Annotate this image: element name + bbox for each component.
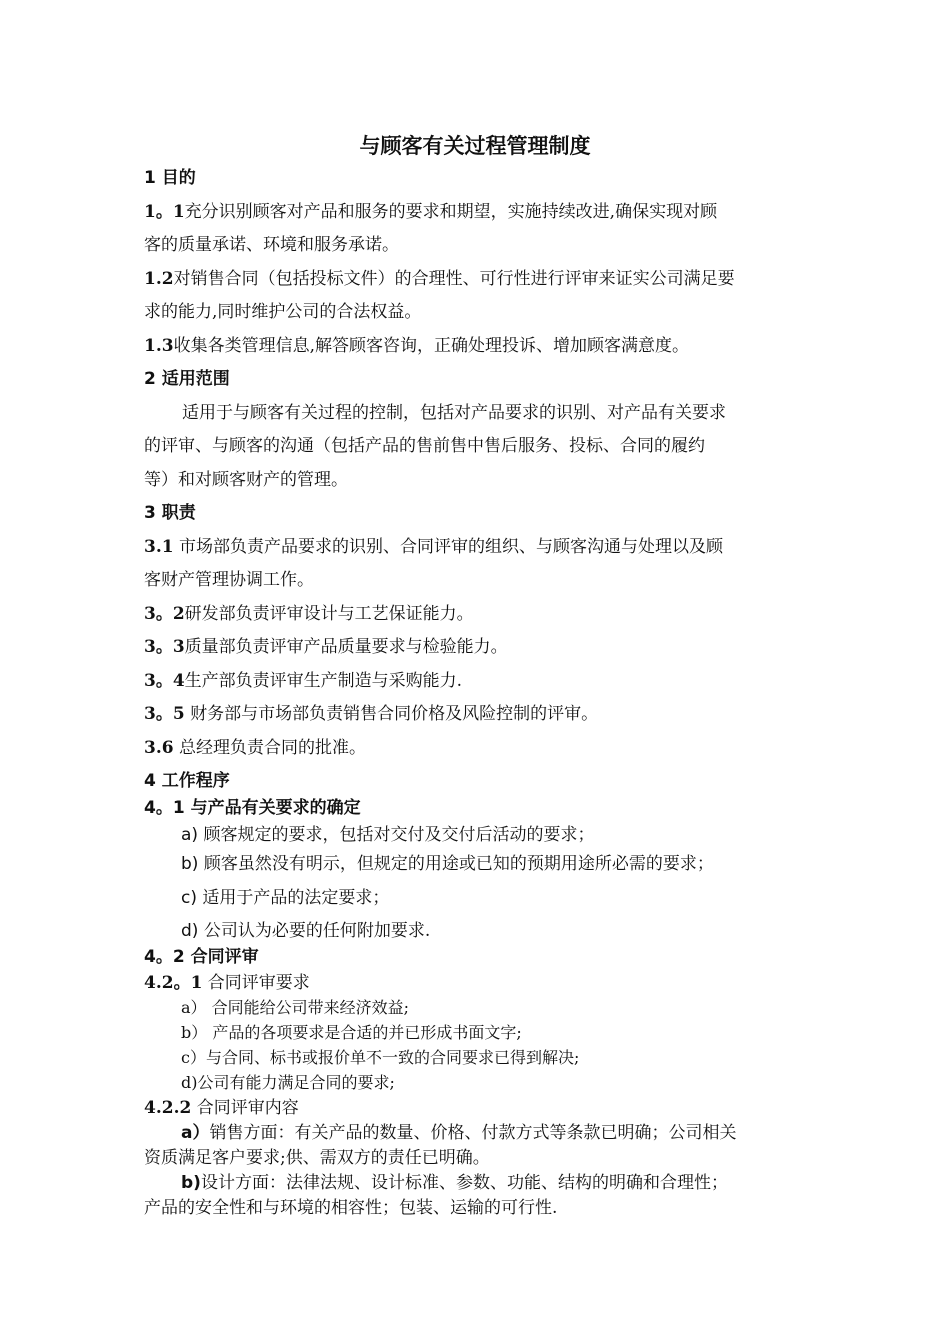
document-title: 与顾客有关过程管理制度 — [359, 134, 591, 158]
list-text: 顾客规定的要求，包括对交付及交付后活动的要求； — [203, 825, 595, 845]
scope-line-1: 适用于与顾客有关过程的控制，包括对产品要求的识别、对产品有关要求 — [182, 403, 726, 423]
subsection-4-2-heading: 4。2 合同评审 — [144, 947, 259, 967]
review-content-a — [181, 1122, 736, 1144]
review-requirement-a: a） 合同能给公司带来经济效益; — [181, 998, 410, 1017]
duty-text: 总经理负责合同的批准。 — [173, 738, 366, 758]
list-label: c) — [181, 888, 197, 908]
heading-text: 合同评审内容 — [191, 1098, 299, 1118]
list-label: b) — [181, 854, 199, 874]
duty-3-3 — [144, 636, 508, 658]
item-number: 3。5 — [144, 704, 185, 724]
review-content-b — [181, 1172, 728, 1194]
duty-text: 质量部负责评审产品质量要求与检验能力。 — [184, 637, 508, 657]
duty-text: 市场部负责产品要求的识别、合同评审的组织、与顾客沟通与处理以及顾 — [173, 537, 723, 557]
item-number: 3.6 — [144, 738, 174, 758]
duty-3-4 — [144, 670, 462, 692]
scope-line-3: 等）和对顾客财产的管理。 — [144, 470, 348, 490]
requirement-b — [181, 853, 714, 875]
review-requirement-c: c）与合同、标书或报价单不一致的合同要求已得到解决; — [181, 1048, 580, 1067]
paragraph-text: 收集各类管理信息,解答顾客咨询，正确处理投诉、增加顾客满意度。 — [173, 336, 689, 356]
review-requirement-b: b） 产品的各项要求是合适的并已形成书面文字; — [181, 1023, 522, 1042]
list-label: a） — [181, 1123, 210, 1143]
duty-text: 财务部与市场部负责销售合同价格及风险控制的评审。 — [184, 704, 599, 724]
item-number: 4.2.2 — [144, 1098, 192, 1118]
item-number: 3。4 — [144, 671, 185, 691]
duty-3-6 — [144, 737, 366, 759]
section-2-heading: 2 适用范围 — [144, 369, 230, 389]
item-number: 1。1 — [144, 202, 185, 222]
item-number: 1.2 — [144, 269, 174, 289]
section-4-heading: 4 工作程序 — [144, 771, 230, 791]
paragraph-1-1-cont: 客的质量承诺、环境和服务承诺。 — [144, 235, 399, 255]
item-number: 1.3 — [144, 336, 174, 356]
subsection-4-2-2-heading — [144, 1097, 299, 1119]
item-number: 4.2。1 — [144, 973, 203, 993]
paragraph-text: 充分识别顾客对产品和服务的要求和期望，实施持续改进,确保实现对顾 — [184, 202, 718, 222]
section-3-heading: 3 职责 — [144, 503, 196, 523]
requirement-c — [181, 887, 389, 909]
section-1-heading: 1 目的 — [144, 168, 196, 188]
list-text: 顾客虽然没有明示，但规定的用途或已知的预期用途所必需的要求； — [203, 854, 714, 874]
review-requirement-d: d)公司有能力满足合同的要求; — [181, 1073, 395, 1092]
paragraph-1-3 — [144, 335, 689, 357]
duty-3-1 — [144, 536, 723, 558]
scope-line-2: 的评审、与顾客的沟通（包括产品的售前售中售后服务、投标、合同的履约 — [144, 436, 705, 456]
review-content-b-cont: 产品的安全性和与环境的相容性；包装、运输的可行性. — [144, 1198, 558, 1218]
requirement-d — [181, 920, 430, 942]
subsection-4-1-heading: 4。1 与产品有关要求的确定 — [144, 798, 361, 818]
list-text: 公司认为必要的任何附加要求. — [203, 921, 431, 941]
subsection-4-2-1-heading — [144, 972, 310, 994]
duty-text: 生产部负责评审生产制造与采购能力. — [184, 671, 463, 691]
heading-text: 合同评审要求 — [202, 973, 310, 993]
item-number: 3。2 — [144, 604, 185, 624]
list-label: b) — [181, 1173, 201, 1193]
list-text: 设计方面：法律法规、设计标准、参数、功能、结构的明确和合理性； — [200, 1173, 728, 1193]
item-number: 3.1 — [144, 537, 174, 557]
review-content-a-cont: 资质满足客户要求;供、需双方的责任已明确。 — [144, 1148, 490, 1168]
duty-3-5 — [144, 703, 598, 725]
list-label: a) — [181, 825, 199, 845]
paragraph-text: 对销售合同（包括投标文件）的合理性、可行性进行评审来证实公司满足要 — [173, 269, 735, 289]
list-text: 适用于产品的法定要求； — [202, 888, 390, 908]
paragraph-1-1 — [144, 201, 717, 223]
duty-3-1-cont: 客财产管理协调工作。 — [144, 570, 314, 590]
list-text: 销售方面：有关产品的数量、价格、付款方式等条款已明确；公司相关 — [209, 1123, 737, 1143]
item-number: 3。3 — [144, 637, 185, 657]
list-label: d) — [181, 921, 199, 941]
duty-text: 研发部负责评审设计与工艺保证能力。 — [184, 604, 474, 624]
requirement-a — [181, 824, 594, 846]
paragraph-1-2 — [144, 268, 735, 290]
duty-3-2 — [144, 603, 474, 625]
paragraph-1-2-cont: 求的能力,同时维护公司的合法权益。 — [144, 302, 422, 322]
